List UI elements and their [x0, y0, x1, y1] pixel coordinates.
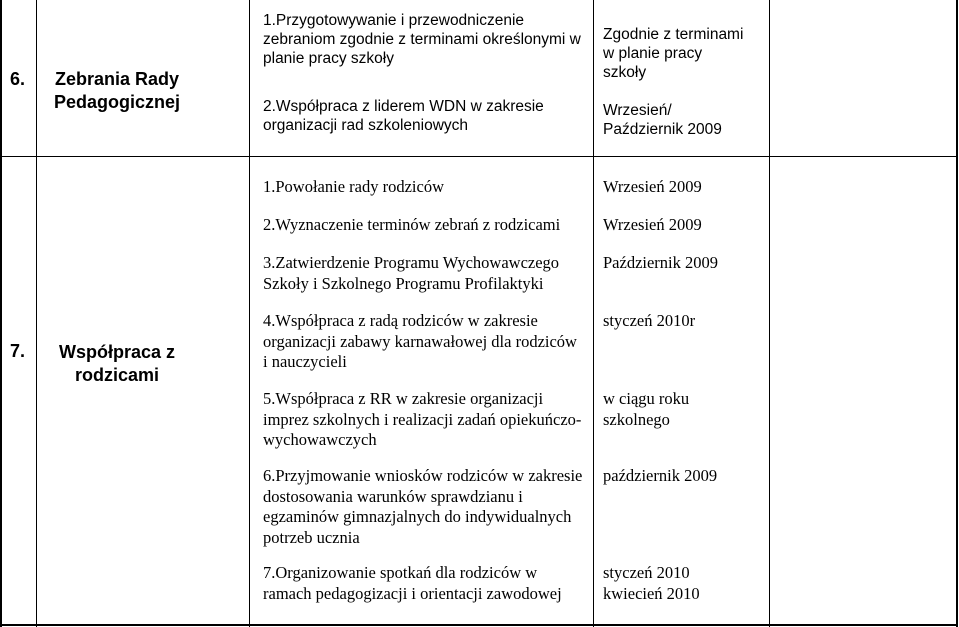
- term-item: Wrzesień 2009: [603, 215, 702, 234]
- task-item: 3.Zatwierdzenie Programu Wychowawczego Szkoły i Szkolnego Programu Profilaktyki: [263, 253, 560, 293]
- task-item: 7.Organizowanie spotkań dla rodziców w ramach pedagogizacji i orientacji zawodowej: [263, 563, 562, 603]
- row-number: 6.: [10, 69, 26, 89]
- table-border: [593, 0, 594, 627]
- task-item: 4.Współpraca z radą rodziców w zakresie organizacji zabawy karnawałowej dla rodziców i nauczycieli: [263, 311, 577, 371]
- row-number: 7.: [10, 341, 26, 361]
- table-border: [249, 0, 250, 627]
- task-item: 5.Współpraca z RR w zakresie organizacji imprez szkolnych i realizacji zadań opiekuńczo- wychowawczych: [263, 389, 582, 449]
- table-border: [0, 624, 958, 626]
- task-item: 1.Powołanie rady rodziców: [263, 177, 444, 196]
- term-item: styczeń 2010r: [603, 311, 696, 330]
- table-border: [36, 0, 37, 627]
- task-item: 1.Przygotowywanie i przewodniczenie zebraniom zgodnie z terminami określonymi w planie pracy szkoły: [263, 12, 581, 67]
- table-border: [769, 0, 770, 627]
- term-item: Zgodnie z terminami w planie pracy szkoły: [603, 26, 744, 81]
- term-item: Wrzesień/ Październik 2009: [603, 102, 722, 138]
- table-border: [0, 0, 2, 627]
- term-item: Wrzesień 2009: [603, 177, 702, 196]
- task-item: 2.Współpraca z liderem WDN w zakresie organizacji rad szkoleniowych: [263, 98, 544, 134]
- term-item: październik 2009: [603, 466, 718, 485]
- row-name: Zebrania Rady Pedagogicznej: [53, 69, 181, 112]
- table-border: [956, 0, 958, 627]
- task-item: 6.Przyjmowanie wniosków rodziców w zakresie dostosowania warunków sprawdzianu i egzaminów gimnazjalnych do indywidualnych potrzeb ucznia: [263, 466, 583, 547]
- table-border: [0, 156, 958, 157]
- term-item: Październik 2009: [603, 253, 719, 272]
- term-item: w ciągu roku szkolnego: [603, 389, 690, 429]
- task-item: 2.Wyznaczenie terminów zebrań z rodzicami: [263, 215, 561, 234]
- row-name: Współpraca z rodzicami: [58, 342, 176, 385]
- term-item: styczeń 2010 kwiecień 2010: [603, 563, 700, 603]
